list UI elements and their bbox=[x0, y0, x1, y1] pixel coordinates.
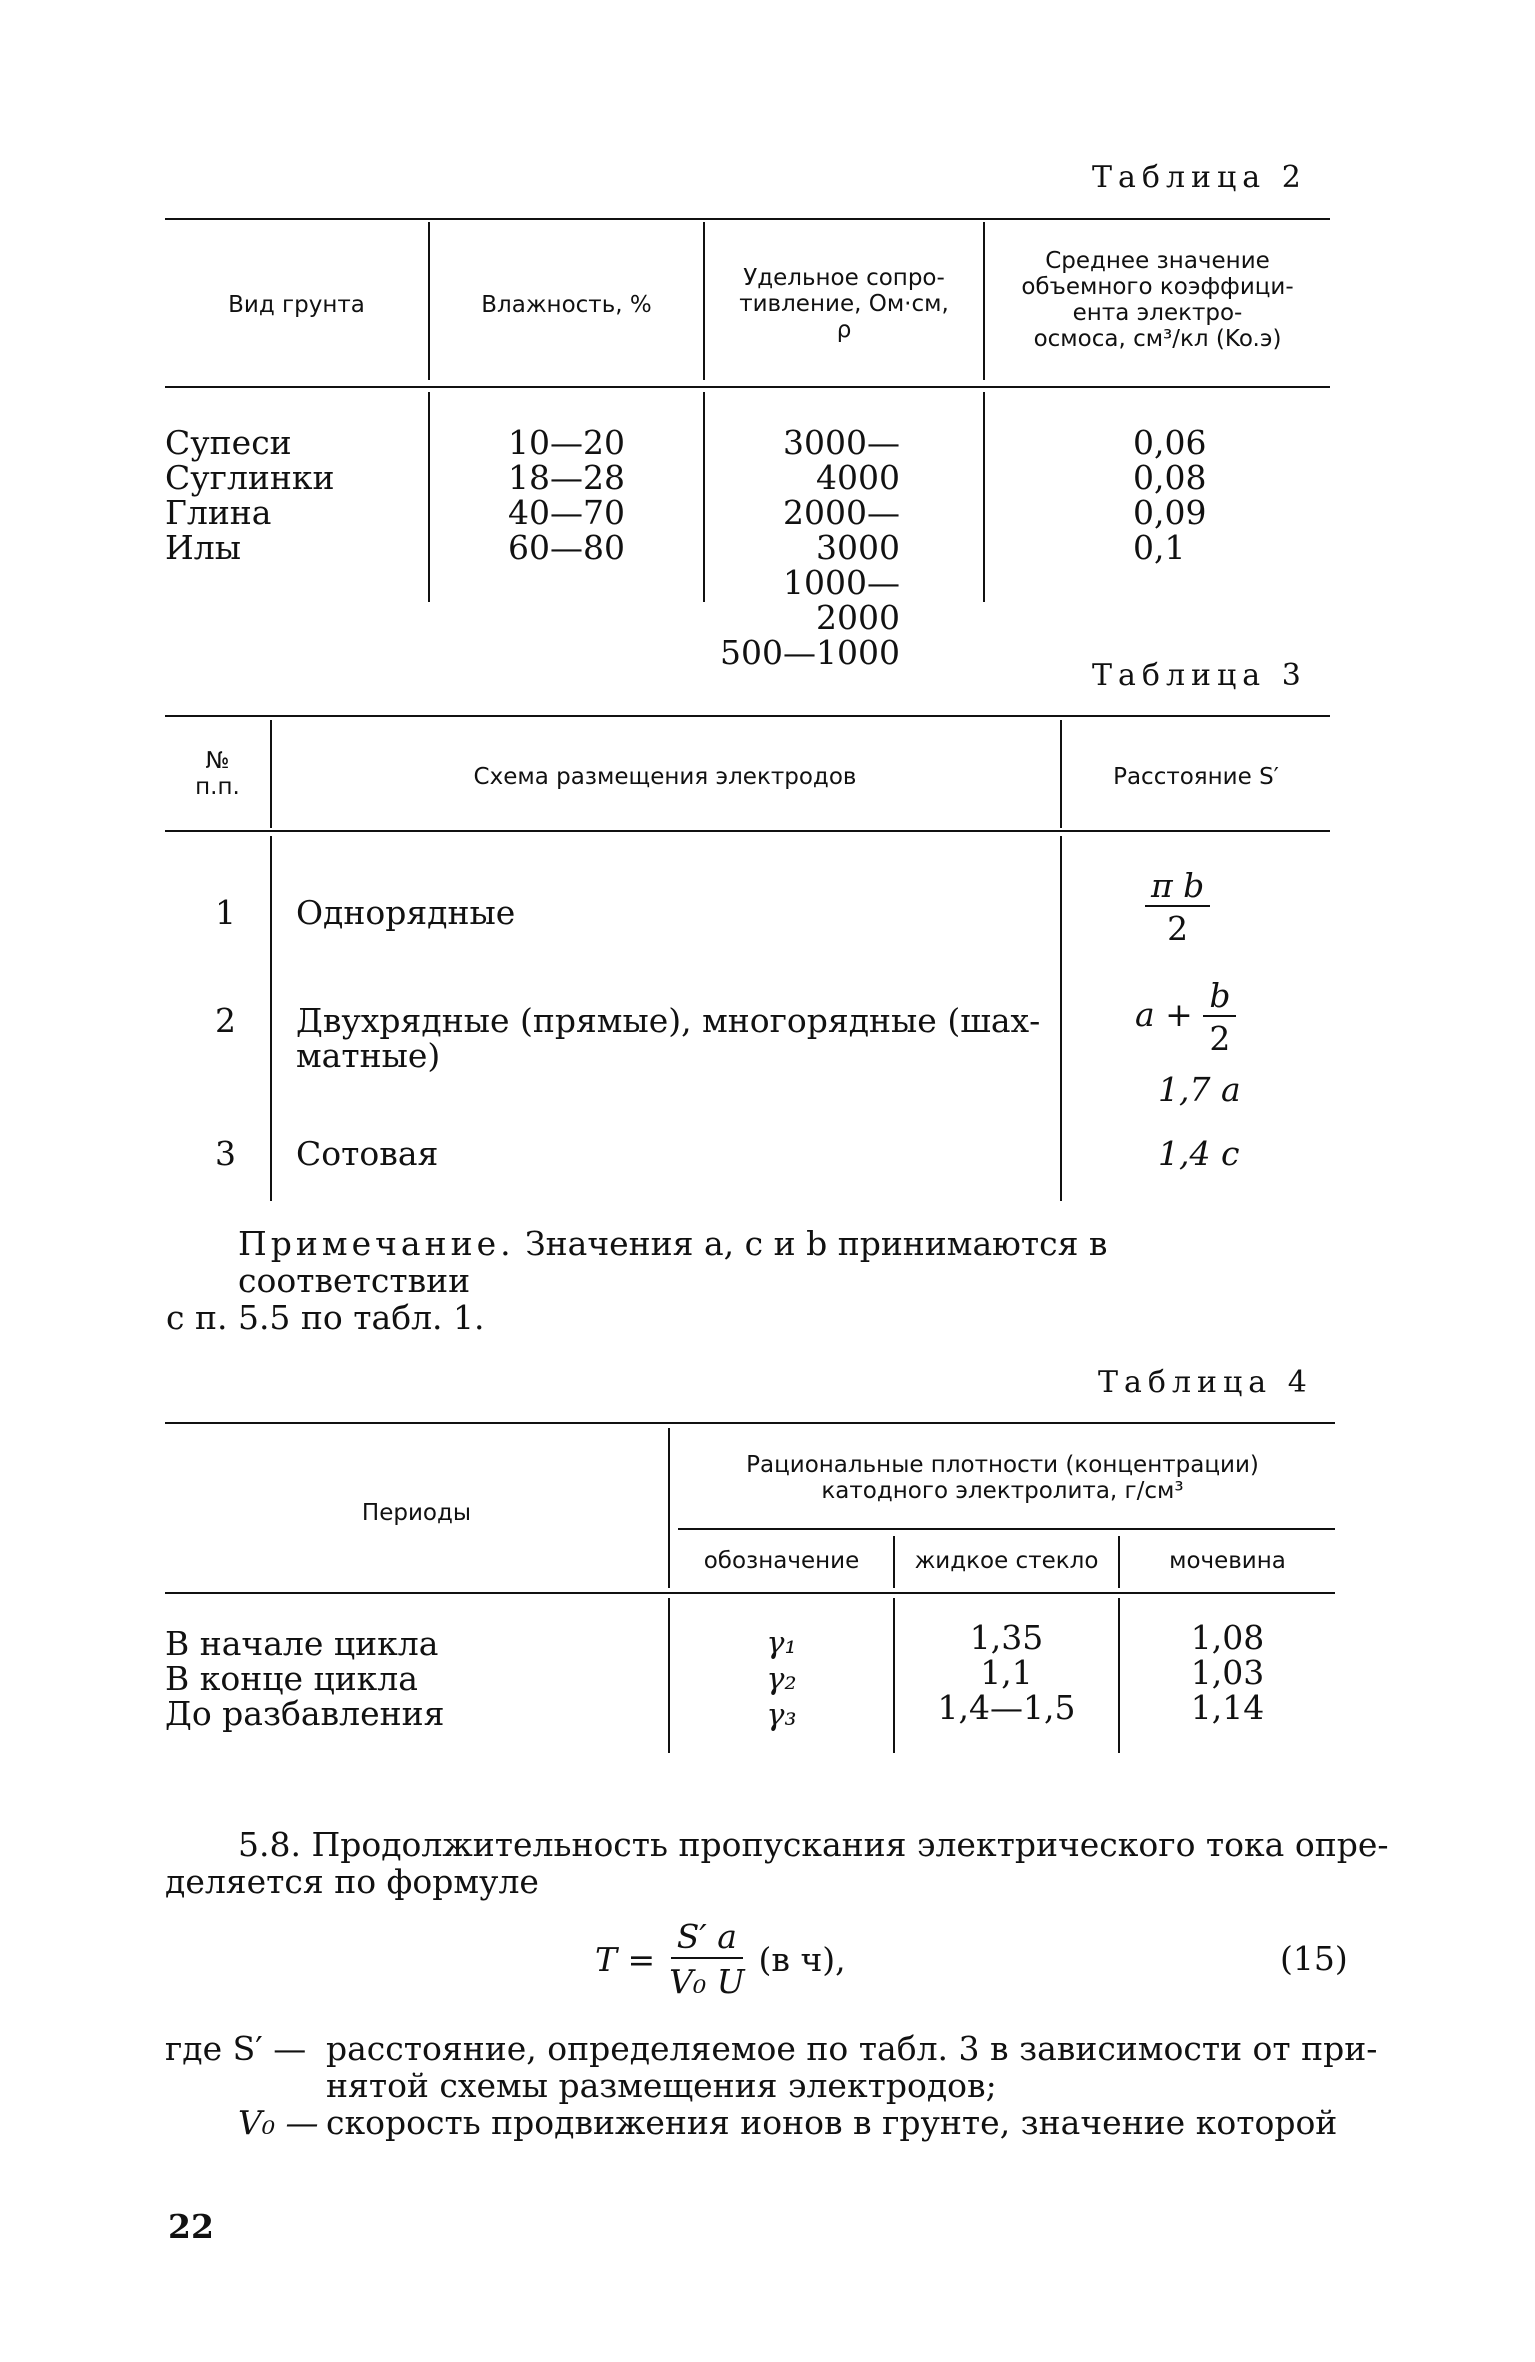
table-cell: 0,09 bbox=[1133, 493, 1207, 532]
table-cell: 3000—4000 bbox=[783, 423, 900, 497]
table2-top-rule bbox=[165, 218, 1330, 220]
table-cell: 0,06 bbox=[1133, 423, 1207, 462]
table3-row2-num: 2 bbox=[215, 1001, 236, 1040]
table4-col-urea bbox=[1120, 1620, 1335, 1725]
table4-header-designation: обозначение bbox=[703, 1548, 860, 1574]
page-number: 22 bbox=[168, 2207, 214, 2246]
table2-col-coef bbox=[1133, 425, 1253, 565]
table-cell: 0,1 bbox=[1133, 528, 1186, 567]
table4-col-glass bbox=[895, 1620, 1118, 1725]
where-label: где S′ — bbox=[165, 2029, 307, 2068]
table2-col-resistivity bbox=[705, 425, 900, 670]
table-cell: В конце цикла bbox=[165, 1659, 418, 1698]
table3-row2-formula: a + $\frac{b}{2}$ bbox=[1135, 978, 1236, 1056]
table-cell: 1,14 bbox=[1190, 1688, 1265, 1727]
table-cell: Суглинки bbox=[165, 458, 335, 497]
table2-header-resistivity: Удельное сопро- тивление, Ом·см, ρ bbox=[739, 265, 949, 343]
table2-body-vline-3 bbox=[983, 392, 985, 602]
table4-header-glass: жидкое стекло bbox=[914, 1548, 1099, 1574]
where-label-2: V₀ — bbox=[238, 2103, 319, 2142]
table-cell: В начале цикла bbox=[165, 1624, 439, 1663]
section-line-1: 5.8. Продолжительность пропускания электрического тока опре- bbox=[238, 1825, 1389, 1864]
table3-row1-scheme: Однорядные bbox=[296, 893, 516, 932]
table4-header-group: Рациональные плотности (концентрации) катодного электролита, г/см³ bbox=[746, 1452, 1259, 1504]
section-line-2: деляется по формуле bbox=[165, 1862, 539, 1901]
table-cell: γ₂ bbox=[766, 1662, 797, 1697]
formula-15: T = $\frac{S' a}{\text{V₀ U}}$ (в ч), bbox=[595, 1917, 846, 2001]
table2-header-soil: Вид грунта bbox=[228, 292, 365, 318]
table-cell: γ₃ bbox=[766, 1698, 797, 1733]
table3-row3-scheme: Сотовая bbox=[296, 1134, 439, 1173]
table3-row1-formula: $\frac{\text{π b}}{2}$ bbox=[1145, 868, 1210, 946]
table-cell: 60—80 bbox=[508, 528, 625, 567]
table3-row1-num: 1 bbox=[215, 893, 236, 932]
table2-header-coef: Среднее значение объемного коэффици- ента электро- осмоса, см³/кл (Ko.э) bbox=[1021, 248, 1294, 352]
table4-col-period bbox=[165, 1626, 665, 1731]
table-cell: 0,08 bbox=[1133, 458, 1207, 497]
table2-caption: Таблица 2 bbox=[1092, 160, 1307, 195]
table-cell: Илы bbox=[165, 528, 242, 567]
table4-header-periods: Периоды bbox=[361, 1500, 472, 1526]
table-cell: 18—28 bbox=[508, 458, 625, 497]
table3-header-num: № п.п. bbox=[195, 748, 240, 800]
table4-caption: Таблица 4 bbox=[1098, 1365, 1313, 1400]
formula-number: (15) bbox=[1280, 1939, 1348, 1978]
table-cell: Глина bbox=[165, 493, 272, 532]
table-cell: γ₁ bbox=[766, 1626, 797, 1661]
table-cell: 1,4—1,5 bbox=[937, 1688, 1076, 1727]
table3-caption: Таблица 3 bbox=[1092, 658, 1307, 693]
table4-top-rule bbox=[165, 1422, 1335, 1424]
table3-row3-num: 3 bbox=[215, 1134, 236, 1173]
table2-col-soil bbox=[165, 425, 425, 565]
table-cell: 1000—2000 bbox=[783, 563, 900, 637]
note-label: Примечание. bbox=[238, 1224, 515, 1263]
table-cell: 40—70 bbox=[508, 493, 625, 532]
table-cell: 10—20 bbox=[508, 423, 625, 462]
table-cell: Супеси bbox=[165, 423, 292, 462]
table3-note: Примечание. Значения a, c и b принимаются в соответствии с п. 5.5 по табл. 1. bbox=[166, 1224, 1108, 1337]
table4-header-rule bbox=[165, 1592, 1335, 1594]
table3-header-distance: Расстояние S′ bbox=[1113, 764, 1279, 790]
table3-row2-formula-extra: 1,7 a bbox=[1158, 1070, 1241, 1109]
table2-header-moisture: Влажность, % bbox=[481, 292, 652, 318]
table-cell: 1,08 bbox=[1190, 1618, 1265, 1657]
table2-col-moisture bbox=[430, 425, 703, 565]
table3-body-vline-1 bbox=[270, 836, 272, 1201]
table4-subheader-rule bbox=[678, 1528, 1335, 1530]
table3-row2-scheme: Двухрядные (прямые), многорядные (шах- матные) bbox=[296, 1001, 1041, 1075]
table-cell: 1,03 bbox=[1190, 1653, 1265, 1692]
table4-col-designation bbox=[670, 1626, 893, 1734]
table-cell: 2000—3000 bbox=[783, 493, 900, 567]
table4-header-urea: мочевина bbox=[1169, 1548, 1286, 1574]
where-item-2: скорость продвижения ионов в грунте, значение которой bbox=[326, 2103, 1338, 2142]
table2-header-rule bbox=[165, 386, 1330, 388]
table3-body-vline-2 bbox=[1060, 836, 1062, 1201]
table-cell: 1,35 bbox=[969, 1618, 1044, 1657]
table-cell: 1,1 bbox=[980, 1653, 1033, 1692]
table3-header-scheme: Схема размещения электродов bbox=[473, 764, 857, 790]
table-cell: До разбавления bbox=[165, 1694, 445, 1733]
table-cell: 500—1000 bbox=[720, 633, 900, 672]
table3-header-rule bbox=[165, 830, 1330, 832]
table3-row3-formula: 1,4 c bbox=[1158, 1134, 1240, 1173]
where-item-1: расстояние, определяемое по табл. 3 в зависимости от при- нятой схемы размещения электродов; bbox=[326, 2029, 1378, 2105]
table3-top-rule bbox=[165, 715, 1330, 717]
